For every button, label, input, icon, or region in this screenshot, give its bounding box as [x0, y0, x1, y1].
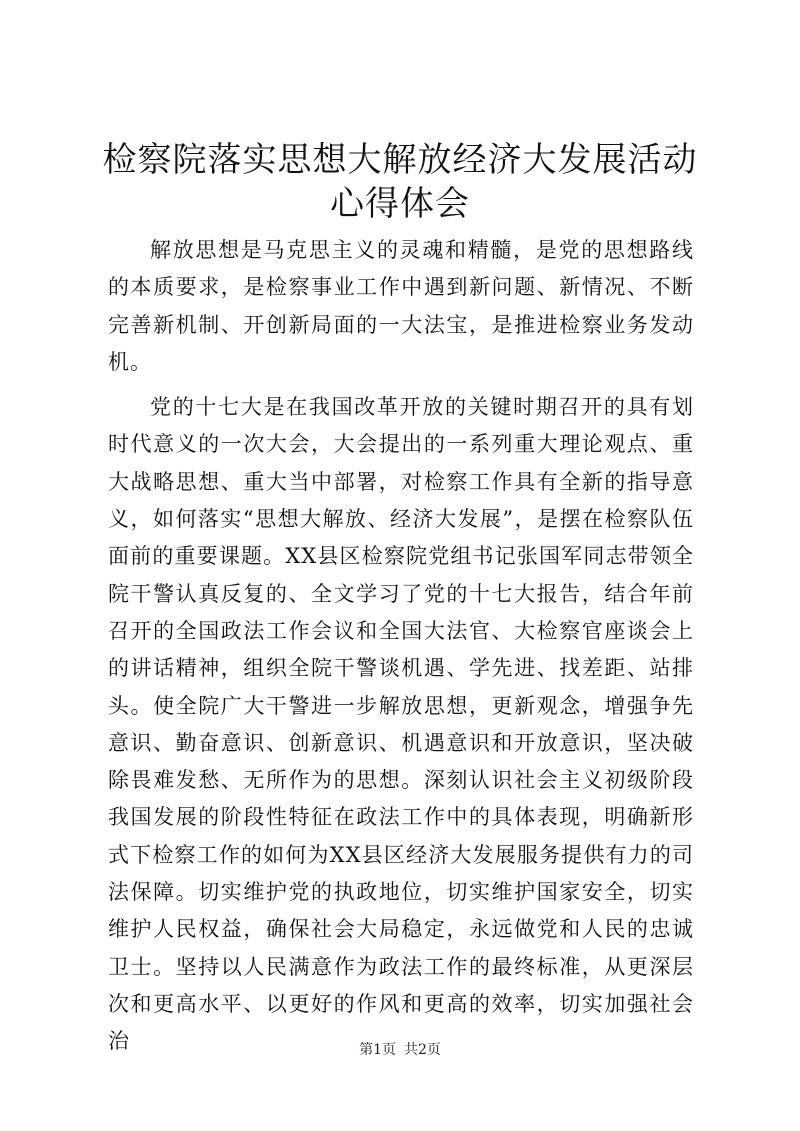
page-footer: [0, 1040, 800, 1060]
paragraph-main: 党的十七大是在我国改革开放的关键时期召开的具有划时代意义的一次大会，大会提出的一系列重大理论观点、重大战略思想、重大当中部署，对检察工作具有全新的指导意义，如何落实“思想大解放、经济大发展”，是摆在检察队伍面前的重要课题。XX县区检察院党组书记张国军同志带领全院干警认真反复的、全文学习了党的十七大报告，结合年前召开的全国政法工作会议和全国大法官、大检察官座谈会上的讲话精神，组织全院干警谈机遇、学先进、找差距、站排头。使全院广大干警进一步解放思想，更新观念，增强争先意识、勤奋意识、创新意识、机遇意识和开放意识，坚决破除畏难发愁、无所作为的思想。深刻认识社会主义初级阶段我国发展的阶段性特征在政法工作中的具体表现，明确新形式下检察工作的如何为XX县区经济大发展服务提供有力的司法保障。切实维护党的执政地位，切实维护国家安全，切实维护人民权益，确保社会大局稳定，永远做党和人民的忠诚卫士。坚持以人民满意作为政法工作的最终标准，从更深层次和更高水平、以更好的作风和更高的效率，切实加强社会治: [108, 395, 694, 1054]
page-total: 共2页: [404, 1042, 441, 1058]
document-title: 检察院落实思想大解放经济大发展活动心得体会: [102, 140, 698, 224]
page-number: 第1页: [359, 1042, 396, 1058]
paragraph-intro: 解放思想是马克思主义的灵魂和精髓，是党的思想路线的本质要求，是检察事业工作中遇到新问题、新情况、不断完善新机制、开创新局面的一大法宝，是推进检察业务发动机。: [108, 238, 694, 374]
document-body: [108, 232, 694, 1069]
